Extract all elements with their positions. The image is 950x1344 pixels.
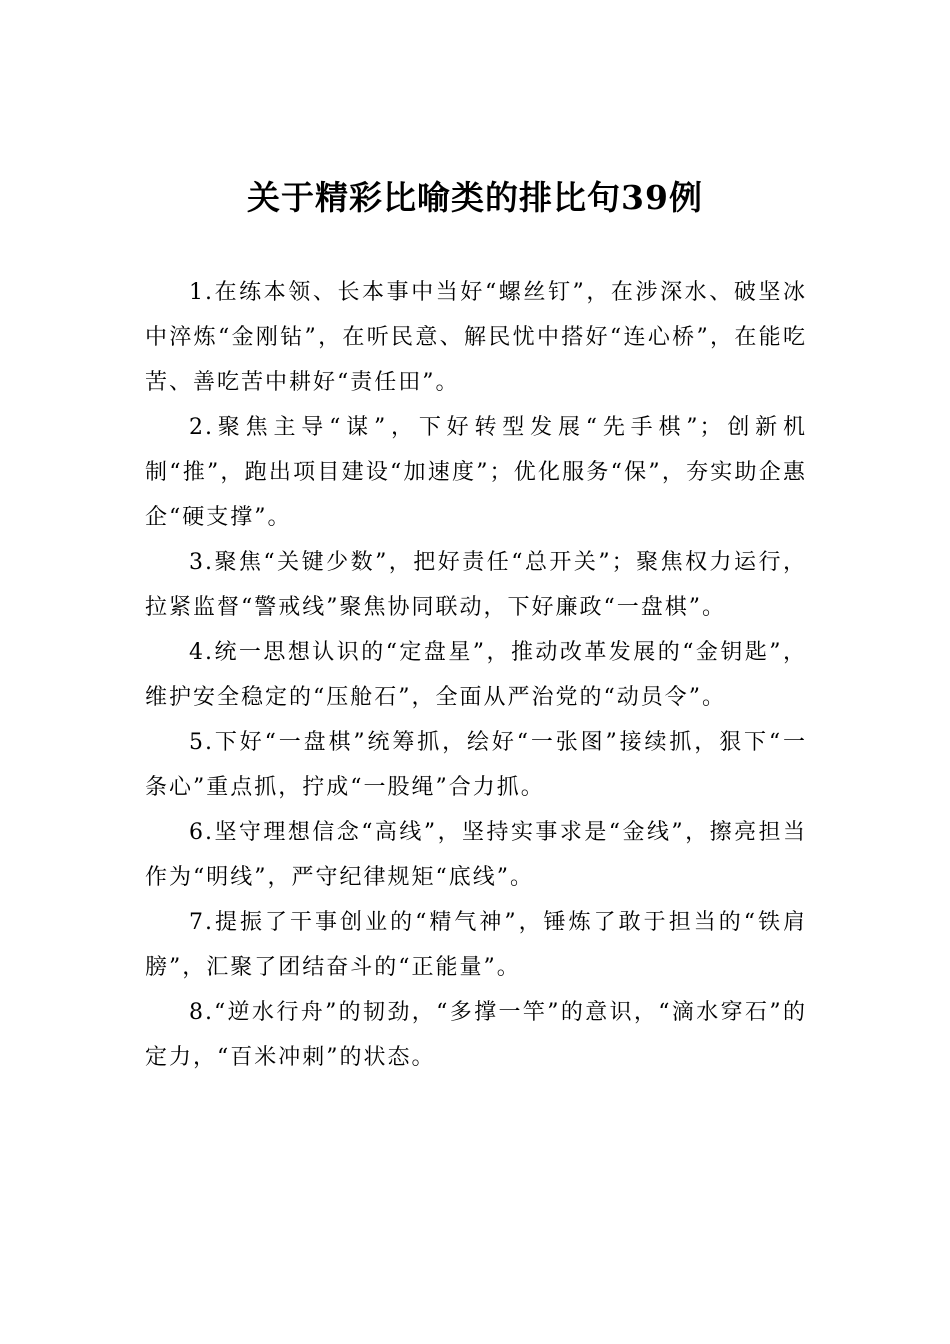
paragraph-5: 5.下好“一盘棋”统筹抓，绘好“一张图”接续抓，狠下“一条心”重点抓，拧成“一股绳”合力抓。 [145,730,807,800]
paragraph-8: 8.“逆水行舟”的韧劲，“多撑一竿”的意识，“滴水穿石”的定力，“百米冲刺”的状态。 [145,1000,807,1070]
document-title: 关于精彩比喻类的排比句39例 [247,178,703,217]
paragraph-3: 3.聚焦“关键少数”，把好责任“总开关”；聚焦权力运行，拉紧监督“警戒线”聚焦协同联动，下好廉政“一盘棋”。 [145,550,807,620]
paragraph-2: 2.聚焦主导“谋”，下好转型发展“先手棋”；创新机制“推”，跑出项目建设“加速度”；优化服务“保”，夯实助企惠企“硬支撑”。 [145,415,807,530]
paragraph-6: 6.坚守理想信念“高线”，坚持实事求是“金线”，擦亮担当作为“明线”，严守纪律规矩“底线”。 [145,820,807,890]
paragraph-1: 1.在练本领、长本事中当好“螺丝钉”，在涉深水、破坚冰中淬炼“金刚钻”，在听民意、解民忧中搭好“连心桥”，在能吃苦、善吃苦中耕好“责任田”。 [145,280,807,395]
document-body [145,270,807,1080]
paragraph-7: 7.提振了干事创业的“精气神”，锤炼了敢于担当的“铁肩膀”，汇聚了团结奋斗的“正能量”。 [145,910,807,980]
paragraph-4: 4.统一思想认识的“定盘星”，推动改革发展的“金钥匙”，维护安全稳定的“压舱石”，全面从严治党的“动员令”。 [145,640,807,710]
